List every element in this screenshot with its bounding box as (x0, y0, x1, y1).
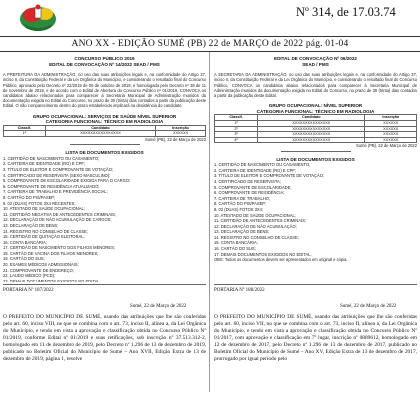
list-item: 13. DECLARAÇÃO DE BENS; (214, 229, 270, 235)
list-item: 14. REGISTRO NO CONSELHO DE CLASSE; (3, 228, 88, 234)
list-item: 8. CARTÃO DO PIS/PASEP; (3, 194, 56, 200)
right-date: Sumé (PB), 22 de Março de 2022 (356, 143, 417, 149)
right-column (214, 56, 417, 282)
issue-number: Nº 314, de 17.03.74 (296, 5, 396, 19)
section-divider (214, 284, 417, 285)
list-item: 19. CARTÃO DO SUS; (3, 256, 45, 262)
table-cell: 1º (4, 131, 46, 137)
table-cell: XXXXXXXXXXXXXXX (258, 126, 365, 132)
list-item: 16. CARTÃO DO SUS; (214, 246, 256, 252)
table-cell: XXXXXXXXXXXXXXX (258, 132, 365, 138)
section-divider (3, 284, 206, 285)
table-header: Candidato (258, 115, 365, 121)
table-cell: XXXXXXXXXXXXXXX (258, 137, 365, 143)
left-documents-list (3, 156, 206, 282)
list-item: 17. CERTIDÃO DE NASCIMENTO DOS FILHOS MENORES; (3, 245, 115, 251)
list-item: 5. COMPROVANTE DE ESCOLARIDADE; (214, 184, 292, 190)
right-body-text: A SECRETARIA DA ADMINISTRAÇÃO, no uso das suas atribuições legais e, na conformidade do Artigo 37, inciso II, da Constituição Federal e da Lei Orgânica do Município, e considerando o resultado final do Concurso Público, CONVOCA os candidatos abaixo relacionados para comparecer à Secretaria Municipal de Administração munidos da documentação exigida no Edital do Concurso, no prazo de 30 (trinta) dias contados a partir da publicação deste Edital. (214, 72, 417, 98)
list-item: 7. CARTEIRA DE TRABALHO; (214, 195, 271, 201)
left-list-title: LISTA DE DOCUMENTOS EXIGIDOS (65, 150, 144, 156)
table-row (215, 137, 417, 143)
list-item: 18. CARTÃO DE VACINA DOS FILHOS MENORES; (3, 250, 99, 256)
left-heading-1: CONCURSO PÚBLICO 2019 (74, 56, 135, 61)
list-item: 23. DEMAIS DOCUMENTOS EXIGIDOS NO EDITAL. (3, 278, 101, 282)
table-cell: 4º (215, 137, 258, 143)
table-header: Classif. (4, 125, 46, 131)
list-item: 11. CERTIDÃO DE ANTECEDENTES CRIMINAIS; (214, 218, 306, 224)
edition-bar: ANO XX - EDIÇÃO SUMÉ (PB) 22 de MARÇO de 2022 pág. 01-04 (0, 36, 420, 52)
left-heading-2: EDITAL DE CONVOCAÇÃO Nº 14/2022 SEAD / PMS (49, 61, 160, 67)
left-date: Sumé (PB), 22 de Março de 2022 (145, 136, 206, 142)
table-cell: XXXXXX (365, 132, 417, 138)
list-item: 21. COMPROVANTE DE ENDEREÇO; (3, 267, 74, 273)
left-column (3, 56, 206, 282)
list-item: 10. ATESTADO DE SAÚDE OCUPACIONAL; (214, 212, 296, 218)
right-heading-1: EDITAL DE CONVOCAÇÃO Nº 06/2022 (274, 56, 357, 61)
portaria-right-label: PORTARIA Nº 188/2022 (214, 288, 265, 293)
table-header: Classif. (215, 115, 258, 121)
list-item: 9. 02 (DUAS) FOTOS 3X4 RECENTES; (3, 200, 76, 206)
table-cell: XXXXXX (156, 131, 206, 137)
list-item: 4. CERTIFICADO DE RESERVISTA (SEXO MASCULINO); (3, 172, 111, 178)
left-group-title: GRUPO OCUPACIONAL: SERVIÇOS DE SAÚDE NÍVEL SUPERIOR (32, 113, 177, 119)
list-item: 1. CERTIDÃO DE NASCIMENTO OU CASAMENTO; (214, 162, 311, 168)
list-item: 11. CERTIDÃO NEGATIVA DE ANTECEDENTES CRIMINAIS; (3, 211, 116, 217)
list-item: 5. COMPROVANTE DE ESCOLARIDADE EXIGIDA PARA O CARGO; (3, 178, 131, 184)
list-item: 22. LAUDO MÉDICO (PCD); (3, 273, 56, 279)
list-item: 2. CARTEIRA DE IDENTIDADE (RG) E CPF; (214, 167, 297, 173)
right-group-title: GRUPO OCUPACIONAL: NÍVEL SUPERIOR (268, 103, 363, 109)
table-cell: XXXXXXXXXXXXXXX (258, 120, 365, 126)
table-cell: 3º (215, 132, 258, 138)
right-group-subtitle: CATEGORIA FUNCIONAL: TÉCNICO EM RADIOLOGIA (256, 108, 375, 114)
list-item: 13. DECLARAÇÃO DE BENS; (3, 222, 59, 228)
list-item: 10. ATESTADO DE SAÚDE OCUPACIONAL; (3, 206, 85, 212)
table-cell: XXXXXX (365, 137, 417, 143)
portaria-left-label: PORTARIA Nº 187/2022 (3, 288, 54, 293)
list-item: 3. TÍTULO DE ELEITOR E COMPROVANTE DE VOTAÇÃO; (214, 173, 325, 179)
list-item: 16. CONTA BANCÁRIA; (3, 239, 47, 245)
portaria-left-body: O PREFEITO DO MUNICÍPIO DE SUMÉ, usando das atribuições que lhe são conferidas pelo art. 60, inciso VIII, ne que se combina com o art. 73, inciso II, alínea a, da Lei Orgânica do Município, e tendo em vista a aprovação e classificação obtida no Concurso Público Nº 01/2019, conforme Edital nº 01/2019 e suas retificações, sob inscrição nº 37.513.312-2, homologado em 11 de dezembro de 2019, pelo Decreto nº 1.296 de 13 de dezembro de 2019, publicado no Boletim Oficial do Município de Sumé – Ano XVII, Edição Extra de 13 de dezembro de 2019, página 1, resolve (3, 314, 206, 362)
table-header: Inscrição (365, 115, 417, 121)
table-cell: XXXXXX (365, 126, 417, 132)
right-list-title: LISTA DE DOCUMENTOS EXIGIDOS (276, 156, 355, 162)
masthead (0, 0, 420, 36)
table-header: Candidato (45, 125, 155, 131)
list-item: 8. CARTÃO DO PIS/PASEP; (214, 201, 267, 207)
portaria-left-date: Sumé, 22 de Março de 2022 (130, 304, 187, 309)
left-body-text: A PREFEITURA DA ADMINISTRAÇÃO, no uso das suas atribuições legais e, na conformidade do Artigo 37, inciso II, da Constituição Federal e da Lei Orgânica do Município, e considerando o resultado final do Concurso Público, aprovado pelo Decreto nº 22/2019 de 05 de outubro de 2019, e homologado pelo Decreto nº 38 de 11 de novembro de 2019, e de acordo com o Edital de Abertura do Concurso Público nº 01/2019, CONVOCA os candidatos abaixo relacionados para comparecer à Secretaria Municipal de Administração munidos da documentação exigida no Edital do Concurso, no prazo de 30 (trinta) dias contados a partir da publicação deste Edital. O não comparecimento dentro do prazo estabelecido implicará na desistência do candidato. (3, 72, 206, 109)
table-row (4, 131, 206, 137)
right-note: OBS: Todos os documentos devem ser apresentados em original e cópia. (214, 257, 348, 263)
left-group-subtitle: CATEGORIA FUNCIONAL: TÉCNICO EM RADIOLOGIA (45, 119, 164, 125)
list-item: 17. DEMAIS DOCUMENTOS EXIGIDOS NO EDITAL. (214, 251, 312, 257)
list-item: 7. CARTEIRA DE TRABALHO E PREVIDÊNCIA SOCIAL; (3, 189, 108, 195)
list-item: 3. TÍTULO DE ELEITOR E COMPROVANTE DE VOTAÇÃO; (3, 166, 114, 172)
portaria-right-body: O PREFEITO DO MUNICÍPIO DE SUMÉ, usando das atribuições que lhe são conferidas pelo art. 60, inciso VII, no que se combina com o art. 73, inciso II, alínea a, da Lei Orgânica do Município, e tendo em vista a aprovação e classificação obtida no Concurso Público Nº 01/2017, com aprovação e classificação em 7º lugar, inscrição nº 0889612, homologado em 12 de dezembro de 2017, pelo Decreto nº 1.296 de 13 de dezembro de 2017, publicado no Boletim Oficial do Município de Sumé – Ano XV, Edição Extra de 13 de dezembro de 2017, prorrogado por igual período pelo (214, 314, 417, 362)
table-cell: XXXXXX (365, 120, 417, 126)
list-item: 12. DECLARAÇÃO DE NÃO ACUMULAÇÃO DE CARGOS; (3, 217, 112, 223)
table-cell: 2º (215, 126, 258, 132)
table-header: Inscrição (156, 125, 206, 131)
list-item: 6. COMPROVANTE DE RESIDÊNCIA; (214, 190, 285, 196)
list-item: 12. DECLARAÇÃO DE NÃO ACUMULAÇÃO; (214, 223, 297, 229)
list-item: 6. COMPROVANTE DE RESIDÊNCIA ATUALIZADO; (3, 183, 100, 189)
list-item: 9. 02 (DUAS) FOTOS 3X4; (214, 206, 264, 212)
list-item: 2. CARTEIRA DE IDENTIDADE (RG) E CPF; (3, 161, 86, 167)
table-cell: 1º (215, 120, 258, 126)
list-item: 14. REGISTRO NO CONSELHO DE CLASSE; (214, 234, 299, 240)
right-candidates-table (214, 114, 417, 143)
table-cell: XXXXXXXXXXXXXXXX (45, 131, 155, 137)
right-heading-2: SEAD / PMS (302, 61, 329, 67)
left-candidates-table (3, 125, 206, 137)
municipal-crest-logo (10, 2, 66, 34)
right-documents-list (214, 162, 417, 257)
list-item: 15. CERTIDÃO DE QUITAÇÃO ELEITORAL; (3, 234, 85, 240)
list-item: 1. CERTIDÃO DE NASCIMENTO OU CASAMENTO; (3, 155, 100, 161)
list-item: 15. CONTA BANCÁRIA; (214, 240, 258, 246)
list-item: 4. CERTIFICADO DE RESERVISTA; (214, 178, 281, 184)
list-item: 20. EXAMES MÉDICOS ADMISSIONAIS; (3, 262, 79, 268)
column-divider (209, 52, 210, 392)
portaria-right-date: Sumé, 22 de Março de 2022 (340, 304, 397, 309)
